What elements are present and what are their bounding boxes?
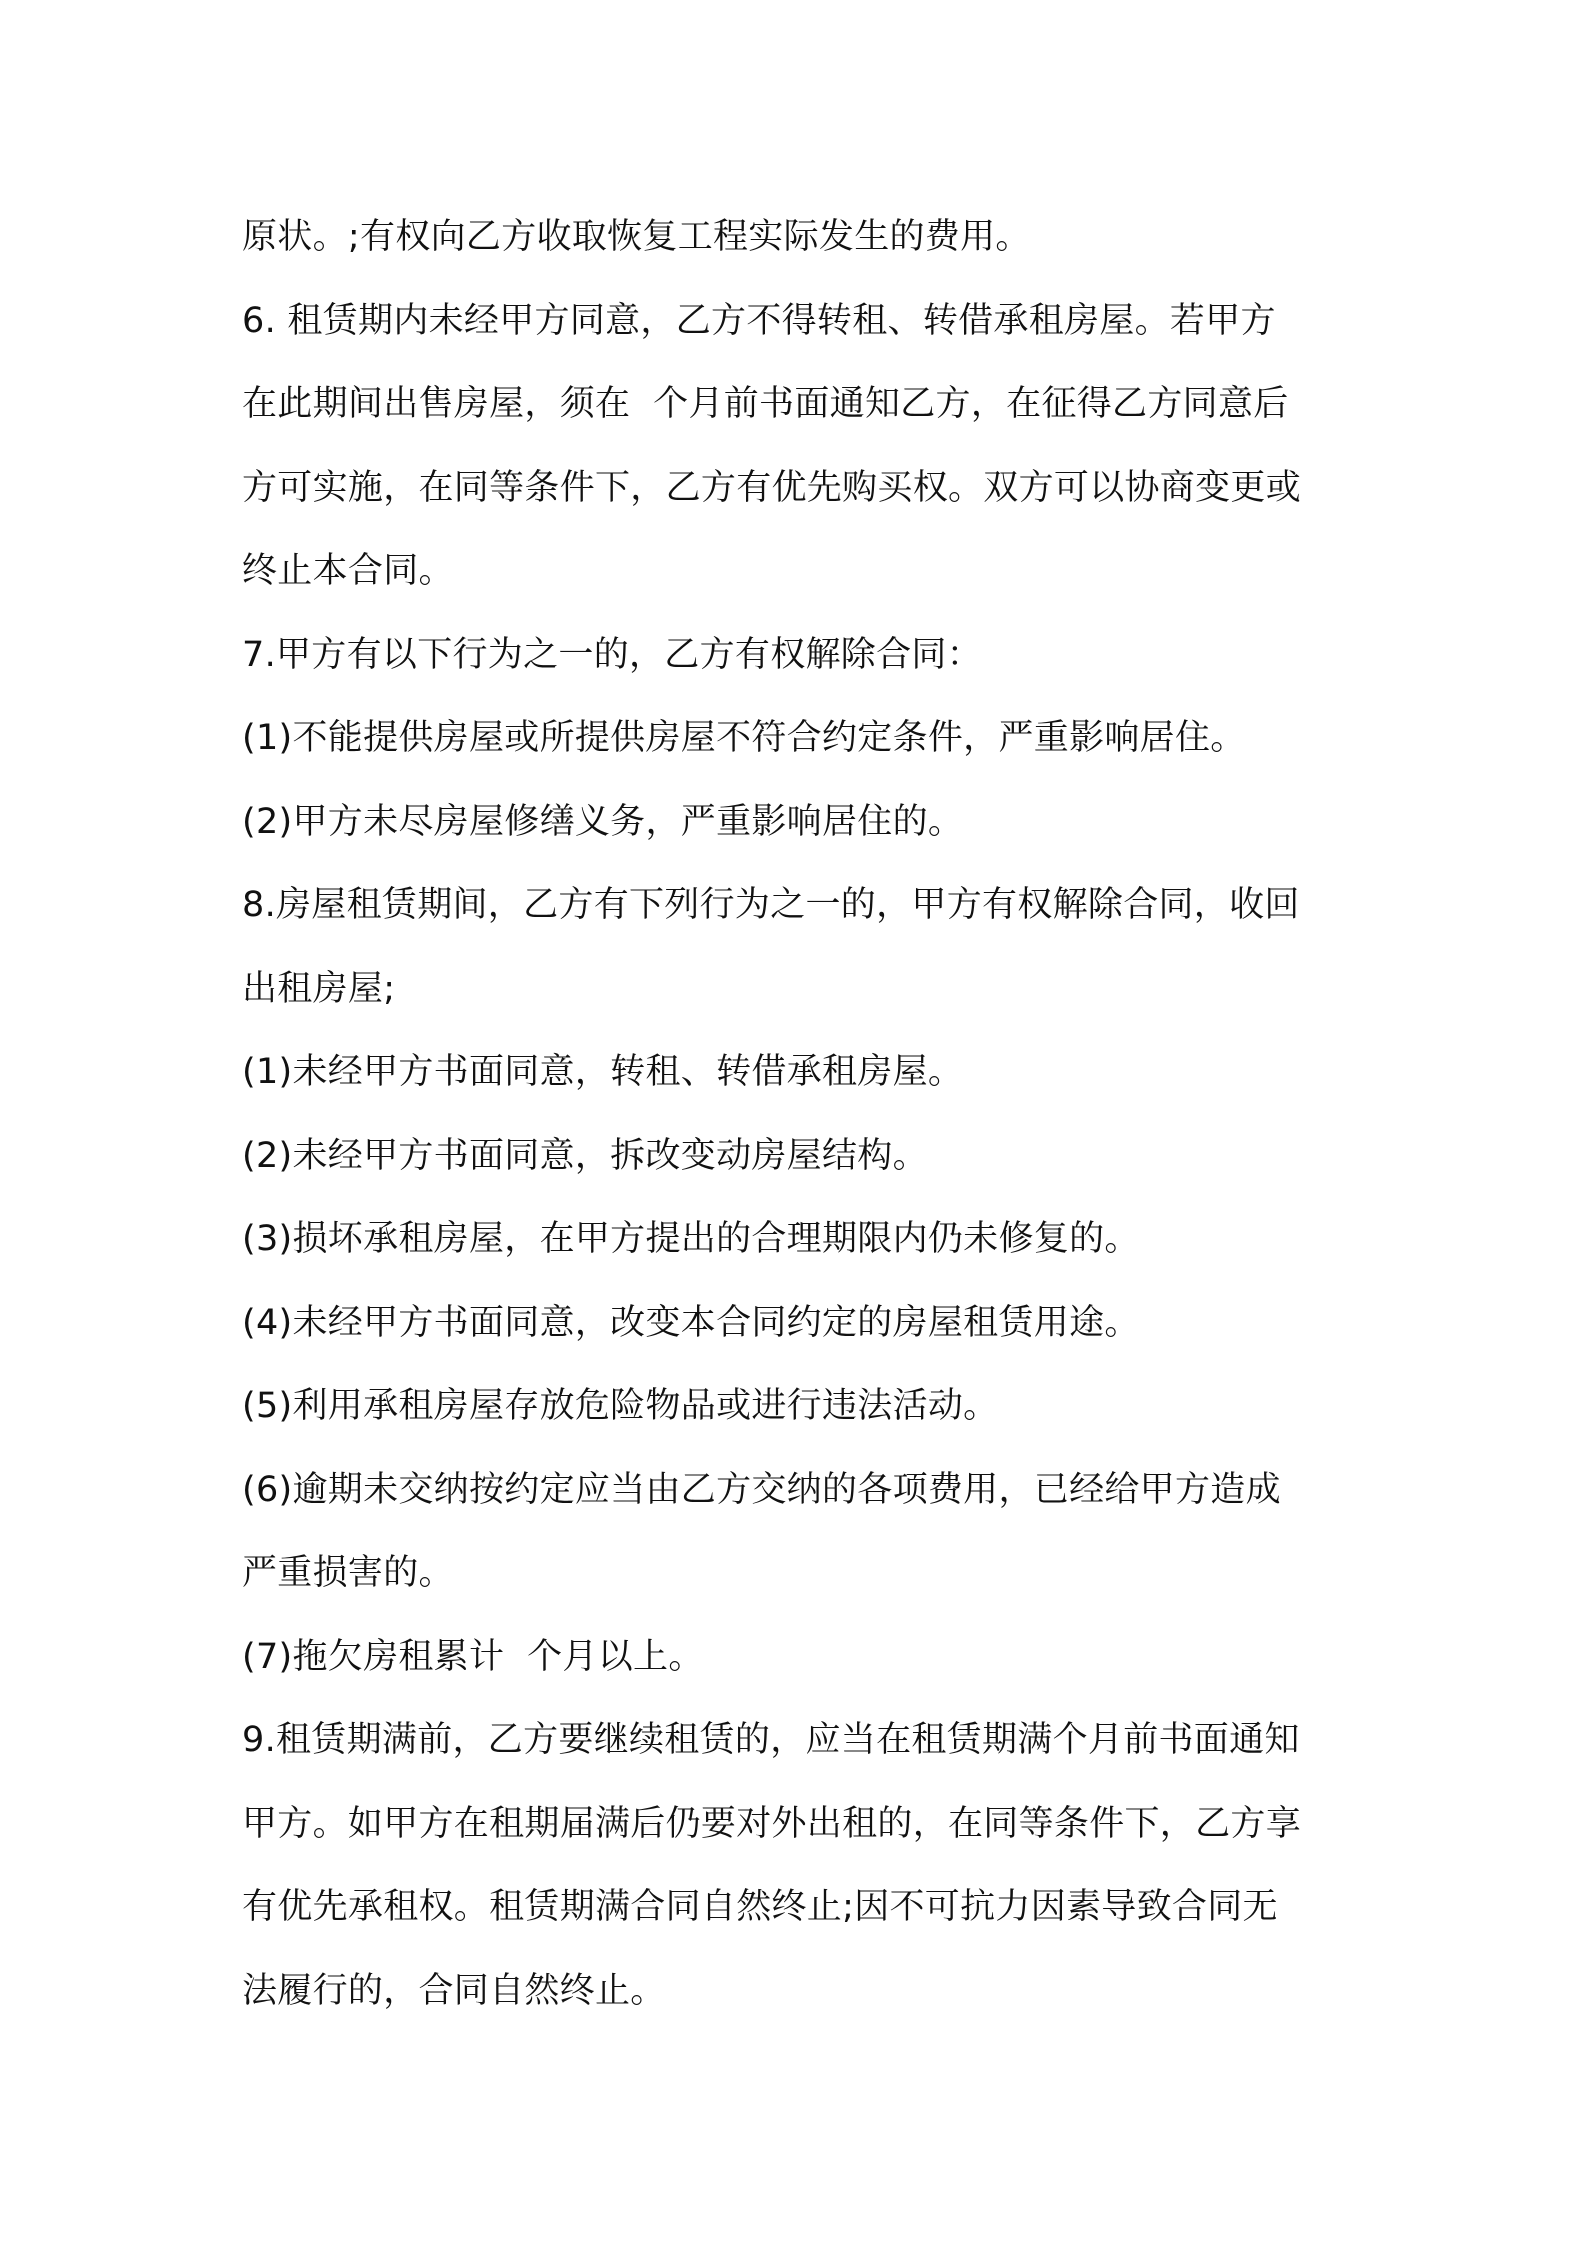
text-line: (6)逾期未交纳按约定应当由乙方交纳的各项费用，已经给甲方造成 [242,1469,1281,1510]
text-line: 在此期间出售房屋，须在 个月前书面通知乙方，在征得乙方同意后 [242,384,1289,424]
text-line: 出租房屋; [242,968,396,1009]
text-line: 6. 租赁期内未经甲方同意，乙方不得转租、转借承租房屋。若甲方 [242,300,1276,341]
text-line: (4)未经甲方书面同意，改变本合同约定的房屋租赁用途。 [242,1302,1140,1343]
text-line: 有优先承租权。租赁期满合同自然终止;因不可抗力因素导致合同无 [242,1887,1278,1927]
text-line: (3)损坏承租房屋，在甲方提出的合理期限内仍未修复的。 [242,1219,1140,1259]
text-line: 9.租赁期满前，乙方要继续租赁的，应当在租赁期满个月前书面通知 [242,1720,1300,1760]
text-line: (1)不能提供房屋或所提供房屋不符合约定条件，严重影响居住。 [242,718,1246,758]
contract-text [242,196,1392,2033]
text-line: (2)未经甲方书面同意，拆改变动房屋结构。 [242,1135,928,1176]
text-line: 8.房屋租赁期间，乙方有下列行为之一的，甲方有权解除合同，收回 [242,885,1300,925]
text-line: 法履行的，合同自然终止。 [242,1970,666,2011]
text-line: 甲方。如甲方在租期届满后仍要对外出租的，在同等条件下，乙方享 [242,1803,1302,1844]
text-line: 终止本合同。 [242,551,454,591]
text-line: 严重损害的。 [242,1553,454,1593]
text-line: (7)拖欠房租累计 个月以上。 [242,1636,704,1677]
text-line: 7.甲方有以下行为之一的，乙方有权解除合同： [242,634,982,675]
text-line: (2)甲方未尽房屋修缮义务，严重影响居住的。 [242,801,964,842]
text-line: (5)利用承租房屋存放危险物品或进行违法活动。 [242,1386,999,1426]
text-line: (1)未经甲方书面同意，转租、转借承租房屋。 [242,1052,964,1092]
text-line: 方可实施，在同等条件下，乙方有优先购买权。双方可以协商变更或 [242,467,1302,508]
text-line: 原状。;有权向乙方收取恢复工程实际发生的费用。 [242,217,1031,257]
